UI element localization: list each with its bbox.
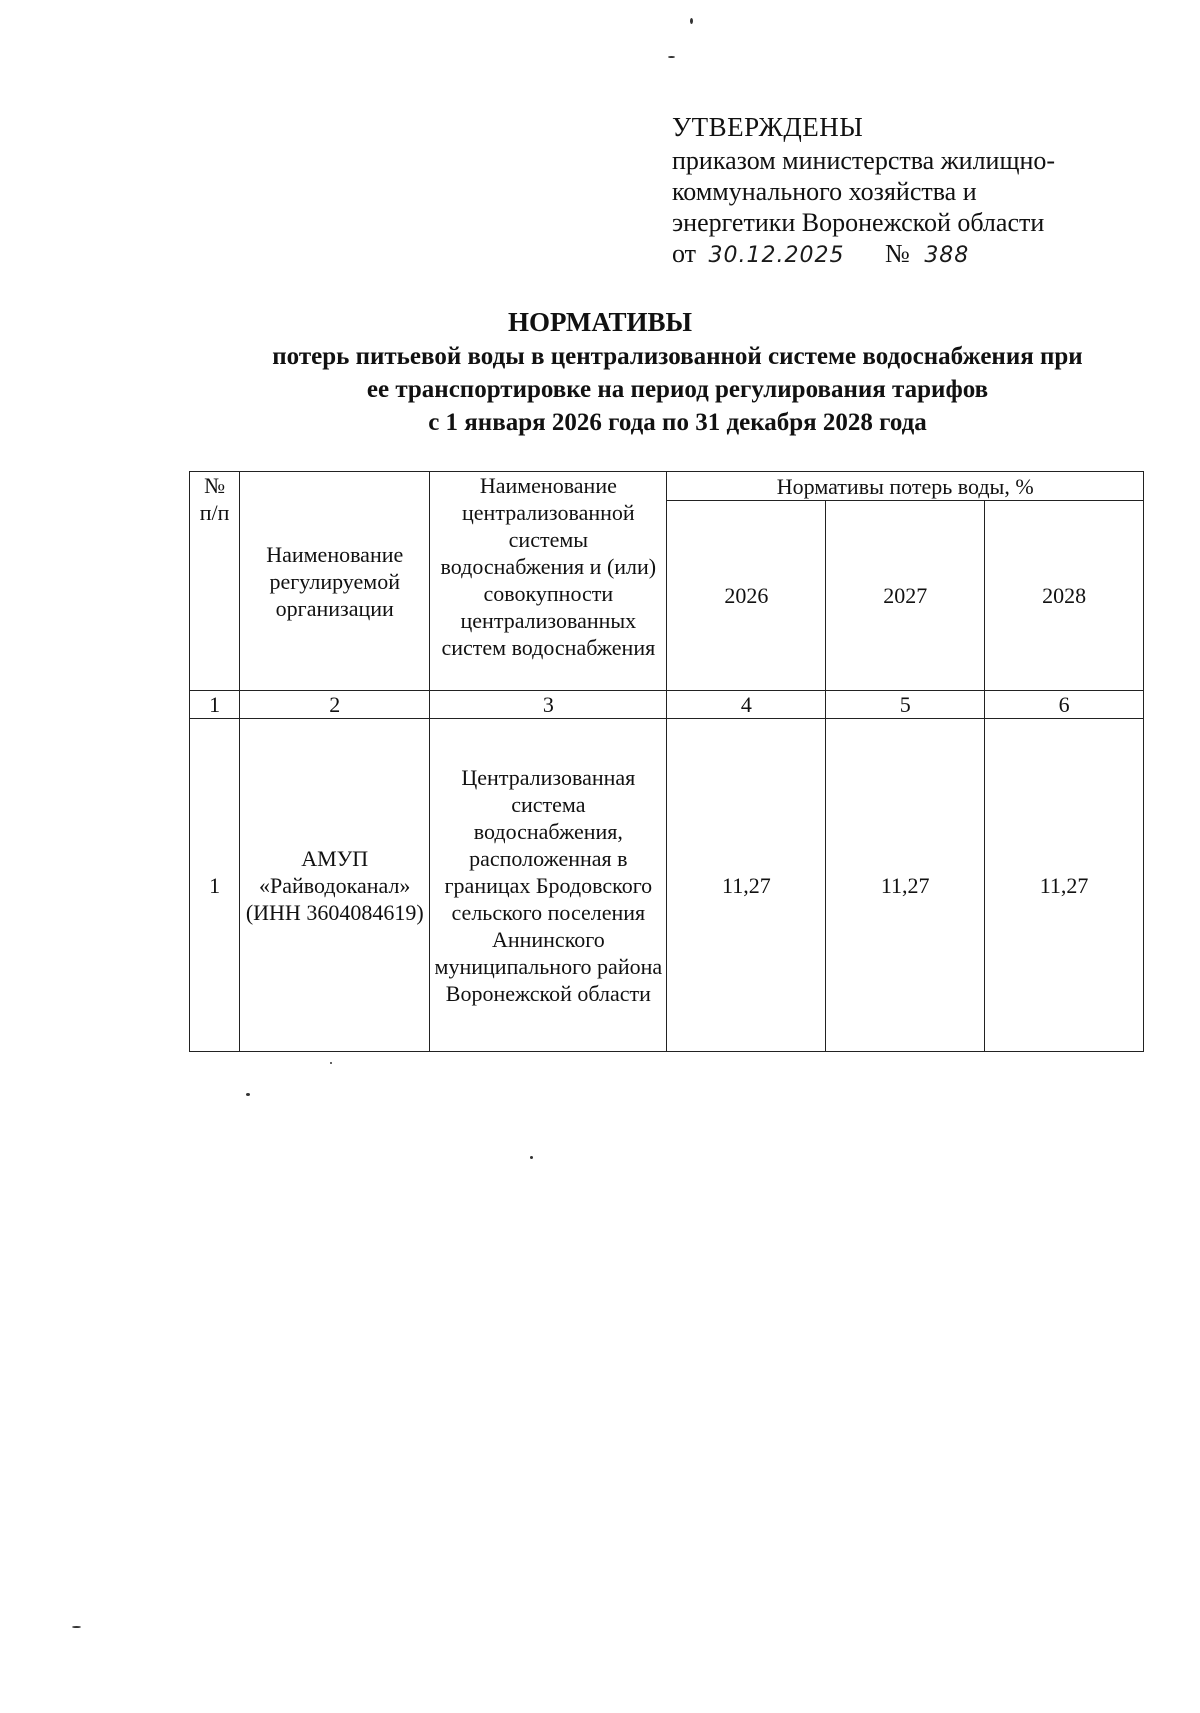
header-year: 2026 [667, 501, 826, 691]
scan-speck [690, 18, 693, 24]
column-number-row [190, 691, 1144, 719]
row-value-2027: 11,27 [826, 719, 985, 1052]
approval-block [672, 112, 1132, 271]
header-organization: Наименование регулируемой организации [240, 472, 430, 691]
header-num: № п/п [190, 472, 240, 691]
norms-table [189, 471, 1144, 1052]
handwritten-date: 30.12.2025 [708, 243, 845, 268]
approval-line-1: приказом министерства жилищно- [672, 146, 1056, 175]
approval-date-line [672, 238, 1132, 271]
subtitle-line-1: потерь питьевой воды в централизованной системе водоснабжения при [272, 343, 1083, 370]
header-norms: Нормативы потерь воды, % [667, 472, 1144, 501]
row-organization: АМУП «Райводоканал» (ИНН 3604084619) [240, 719, 430, 1052]
approval-line-2: коммунального хозяйства и [672, 177, 977, 206]
row-system: Централизованная система водоснабжения, расположенная в границах Бродовского сельского поселения Аннинского муниципального района Воронежской области [430, 719, 667, 1052]
handwritten-number: 388 [924, 243, 970, 268]
scan-speck [530, 1156, 533, 1159]
header-year: 2027 [826, 501, 985, 691]
column-number: 2 [240, 691, 430, 719]
subtitle-line-3: с 1 января 2026 года по 31 декабря 2028 года [428, 409, 927, 436]
column-number: 5 [826, 691, 985, 719]
subtitle-line-2: ее транспортировке на период регулирования тарифов [366, 376, 989, 403]
column-number: 4 [667, 691, 826, 719]
scan-speck [668, 56, 675, 58]
header-system: Наименование централизованной системы водоснабжения и (или) совокупности централизованных систем водоснабжения [430, 472, 667, 691]
column-number: 3 [430, 691, 667, 719]
scan-speck [72, 1626, 81, 1628]
row-value-2028: 11,27 [985, 719, 1144, 1052]
header-year: 2028 [985, 501, 1144, 691]
scan-speck [330, 1062, 332, 1064]
scan-speck [246, 1093, 250, 1096]
document-title: НОРМАТИВЫ [507, 307, 693, 337]
column-number: 1 [190, 691, 240, 719]
row-num: 1 [190, 719, 240, 1052]
document-subtitle [200, 340, 1155, 439]
table-row [190, 719, 1144, 1052]
approved-label: УТВЕРЖДЕНЫ [672, 112, 864, 142]
column-number: 6 [985, 691, 1144, 719]
number-prefix: № [885, 239, 910, 268]
row-value-2026: 11,27 [667, 719, 826, 1052]
date-prefix: от [672, 239, 697, 268]
approval-line-3: энергетики Воронежской области [672, 208, 1045, 237]
table-header-row [190, 472, 1144, 501]
